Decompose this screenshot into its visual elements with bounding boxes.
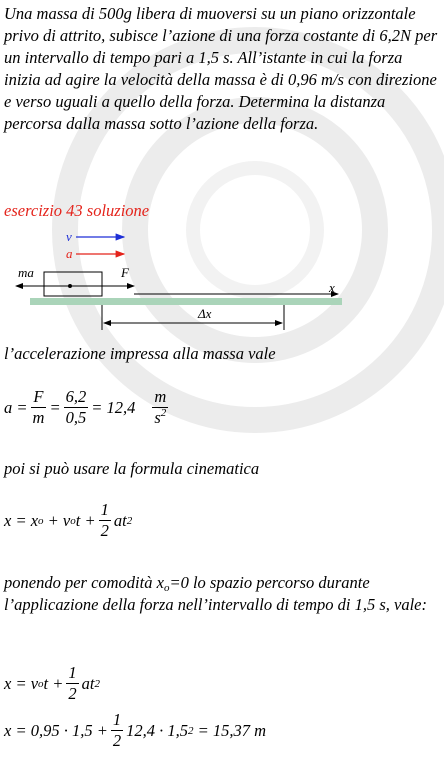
surface-plane	[30, 298, 342, 305]
formula-text: poi si può usare la formula cinematica	[4, 459, 260, 478]
a-label: a	[66, 246, 73, 261]
mass-center	[68, 284, 72, 288]
eq-kinematic: x = x o + v o t + $\frac{1}{2}$ at 2	[4, 500, 133, 540]
eq-result: x = 0,95 · 1,5 + $\frac{1}{2}$ 12,4 · 1,5 2 = 15,37 m	[4, 710, 267, 750]
ponendo-text: ponendo per comodità $x_o=0$ lo spazio percorso durante l’applicazione della forza nell’intervallo di tempo di 1,5 s, vale:	[4, 573, 427, 614]
ma-label: ma	[18, 265, 34, 280]
frac-half-3: $\frac{1}{2}$	[112, 710, 122, 750]
eq-distance: x = v o t + $\frac{1}{2}$ at 2	[4, 663, 100, 703]
x-axis-label: x	[329, 280, 335, 295]
dx-label: Δx	[198, 306, 212, 321]
problem-statement: Una massa di 500g libera di muoversi su un piano orizzontale privo di attrito, subisce l’azione di una forza costante di 6,2N per un intervallo di tempo pari a 1,5 s. All’istante in cui la forza inizia ad agire la velocità della massa è di 0,96 m/s con direzione e verso uguali a quello della forza. Determina la distanza percorsa dalla massa sotto l’azione della forza.	[4, 4, 438, 133]
frac-half-2: $\frac{1}{2}$	[68, 663, 77, 703]
frac-values: $\frac{6,2}{0,5}$	[65, 387, 87, 427]
solution-title: esercizio 43 soluzione	[4, 201, 150, 220]
force-diagram	[0, 225, 444, 340]
mass-block	[44, 272, 102, 296]
eq-acceleration: a = $\frac{F}{m}$ = $\frac{6,2}{0,5}$ = 12,4 $\frac{m}{s^2}$	[4, 387, 167, 427]
frac-unit: $\frac{m}{s^2}$	[154, 387, 167, 427]
v-label: v	[66, 229, 72, 244]
F-label: F	[121, 265, 129, 280]
frac-F-m: $\frac{F}{m}$	[32, 387, 45, 427]
frac-half: $\frac{1}{2}$	[100, 500, 109, 540]
accel-text: l’accelerazione impressa alla massa vale	[4, 344, 276, 363]
